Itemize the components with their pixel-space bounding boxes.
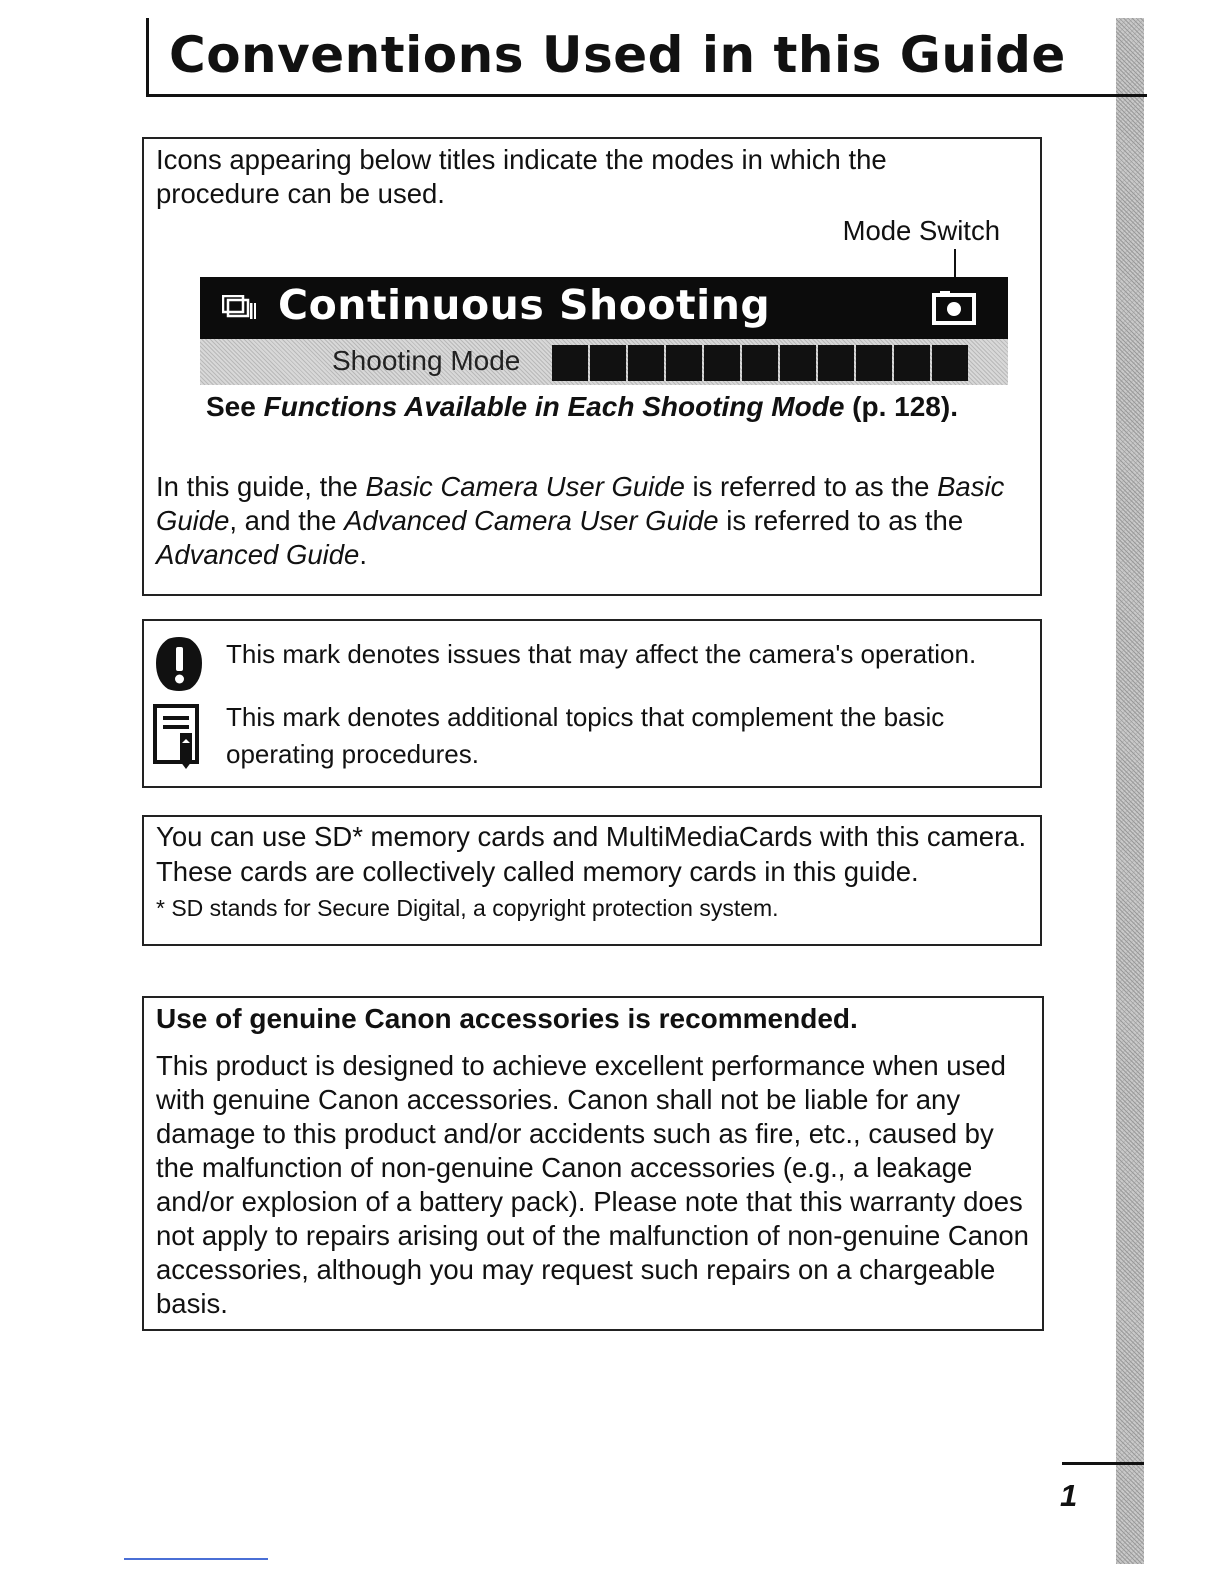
kids-pets-icon [704, 345, 740, 381]
banner-title: Continuous Shooting [278, 281, 771, 329]
foliage-mode-icon [780, 345, 816, 381]
page-title: Conventions Used in this Guide [169, 26, 1066, 84]
fireworks-mode-icon [894, 345, 930, 381]
page-number-rule [1062, 1462, 1144, 1465]
accessories-body: This product is designed to achieve excellent performance when used with genuine Canon accessories. Canon shall not be liable for any damage to this product and/or accidents such as fire, etc., caused by the malfunction of non-genuine Canon accessories (e.g., a leakage and/or explosion of a battery pack). Please note that this warranty does not apply to repairs arising out of the malfunction of non-genuine Canon accessories, although you may request such repairs on a chargeable basis. [156, 1050, 1029, 1319]
digital-macro-icon [590, 345, 626, 381]
see-reference: See Functions Available in Each Shooting Mode (p. 128). [206, 391, 958, 422]
title-rule [146, 18, 1147, 97]
snow-mode-icon [818, 345, 854, 381]
modes-box [142, 137, 1042, 596]
auto-mode-icon [666, 345, 702, 381]
shooting-mode-label: Shooting Mode [332, 345, 521, 376]
beach-mode-icon [856, 345, 892, 381]
memo-icon [152, 703, 206, 771]
guide-naming-paragraph: In this guide, the Basic Camera User Guide is referred to as the Basic Guide, and the Advanced Camera User Guide is referred to as the Advanced Guide. [156, 471, 1005, 570]
manual-mode-icon [552, 345, 588, 381]
portrait-mode-icon [628, 345, 664, 381]
accessories-box [142, 996, 1044, 1331]
camera-mode-switch-icon [932, 289, 976, 325]
section-title-banner [200, 277, 1008, 339]
underwater-mode-icon [932, 345, 968, 381]
caution-icon [152, 637, 206, 691]
page-edge-strip [1116, 18, 1144, 1564]
bottom-link-underline [124, 1558, 268, 1560]
caution-mark-text: This mark denotes issues that may affect the camera's operation. [226, 639, 977, 669]
mode-switch-label: Mode Switch [842, 215, 1000, 246]
memory-card-box [142, 815, 1042, 946]
shooting-mode-icons [552, 345, 968, 381]
sd-footnote: * SD stands for Secure Digital, a copyright protection system. [156, 895, 779, 921]
continuous-shooting-icon [222, 295, 256, 321]
landscape-mode-icon [742, 345, 778, 381]
see-reference-title[interactable]: Functions Available in Each Shooting Mode [263, 391, 845, 422]
accessories-heading: Use of genuine Canon accessories is recommended. [156, 1003, 858, 1034]
modes-intro: Icons appearing below titles indicate the modes in which the procedure can be used. [156, 144, 887, 209]
shooting-mode-bar [200, 339, 1008, 385]
memo-mark-text: This mark denotes additional topics that complement the basic operating procedures. [226, 702, 945, 769]
memory-card-text: You can use SD* memory cards and MultiMediaCards with this camera. These cards are collectively called memory cards in this guide. [156, 821, 1027, 887]
page-number: 1 [1060, 1478, 1078, 1513]
marks-box [142, 619, 1042, 788]
